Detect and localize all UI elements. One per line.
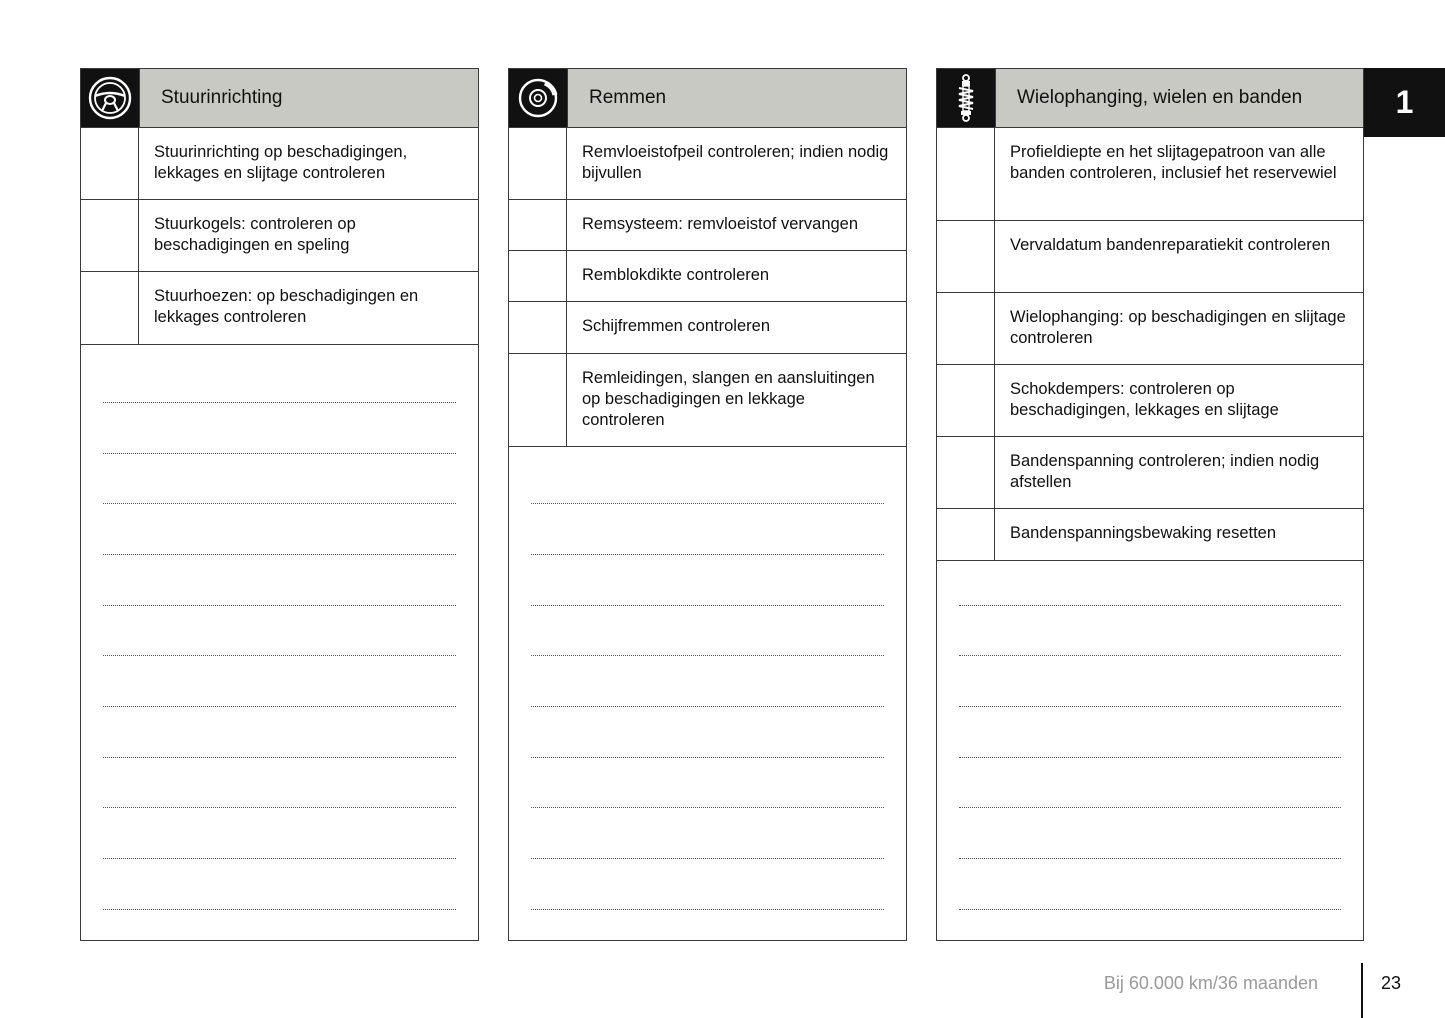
note-line[interactable] — [531, 909, 884, 910]
note-line[interactable] — [103, 757, 456, 758]
note-line[interactable] — [959, 807, 1341, 808]
check-box[interactable] — [81, 272, 139, 344]
checklist-row — [509, 354, 906, 447]
wheels-checklist-panel — [936, 68, 1364, 941]
steering-checklist-panel — [80, 68, 479, 941]
checklist-item: Profieldiepte en het slijtagepatroon van alle banden controleren, inclusief het reservewiel — [1010, 143, 1337, 182]
checklist-row — [937, 509, 1363, 561]
checklist-item: Vervaldatum bandenreparatiekit controleren — [1010, 236, 1331, 254]
note-line[interactable] — [959, 605, 1341, 606]
wheels-header — [937, 69, 1363, 128]
note-line[interactable] — [531, 757, 884, 758]
panel-title: Stuurinrichting — [139, 69, 478, 127]
checklist-row — [937, 128, 1363, 221]
checklist-row — [937, 437, 1363, 509]
brakes-checklist-panel — [508, 68, 907, 941]
check-box[interactable] — [937, 509, 995, 560]
brake-disc-icon — [509, 69, 567, 127]
note-line[interactable] — [959, 858, 1341, 859]
note-line[interactable] — [531, 807, 884, 808]
check-box[interactable] — [937, 293, 995, 364]
checklist-item: Schijfremmen controleren — [582, 317, 770, 335]
brakes-header — [509, 69, 906, 128]
check-box[interactable] — [509, 251, 567, 301]
check-box[interactable] — [81, 128, 139, 199]
checklist-row — [81, 128, 478, 200]
note-line[interactable] — [531, 605, 884, 606]
checklist-row — [509, 128, 906, 200]
note-line[interactable] — [959, 757, 1341, 758]
checklist-item: Bandenspanning controleren; indien nodig afstellen — [1010, 452, 1320, 491]
checklist-row — [509, 200, 906, 251]
note-line[interactable] — [959, 655, 1341, 656]
check-box[interactable] — [509, 128, 567, 199]
checklist-row — [937, 221, 1363, 293]
note-line[interactable] — [531, 706, 884, 707]
checklist-item: Remblokdikte controleren — [582, 266, 770, 284]
steering-wheel-icon — [81, 69, 139, 127]
note-line[interactable] — [103, 807, 456, 808]
note-line[interactable] — [103, 655, 456, 656]
check-box[interactable] — [937, 128, 995, 220]
checklist-row — [509, 251, 906, 302]
note-line[interactable] — [103, 858, 456, 859]
checklist-item: Remleidingen, slangen en aansluitingen op beschadigingen en lekkage controleren — [582, 369, 875, 429]
check-box[interactable] — [81, 200, 139, 271]
shock-absorber-icon — [937, 69, 995, 127]
checklist-item: Schokdempers: controleren op beschadigingen, lekkages en slijtage — [1010, 380, 1279, 419]
checklist-row — [81, 272, 478, 345]
note-line[interactable] — [103, 909, 456, 910]
checklist-row — [937, 293, 1363, 365]
checklist-item: Remsysteem: remvloeistof vervangen — [582, 215, 859, 233]
check-box[interactable] — [509, 354, 567, 446]
checklist-item: Remvloeistofpeil controleren; indien nodig bijvullen — [582, 143, 889, 182]
checklist-row — [937, 365, 1363, 437]
note-line[interactable] — [531, 554, 884, 555]
check-box[interactable] — [937, 437, 995, 508]
checklist-row — [509, 302, 906, 354]
checklist-item: Wielophanging: op beschadigingen en slijtage controleren — [1010, 308, 1346, 347]
note-line[interactable] — [103, 453, 456, 454]
check-box[interactable] — [937, 365, 995, 436]
checklist-item: Stuurkogels: controleren op beschadigingen en speling — [154, 215, 356, 254]
steering-header — [81, 69, 478, 128]
note-line[interactable] — [103, 402, 456, 403]
footer-divider — [1361, 963, 1363, 1018]
note-line[interactable] — [103, 706, 456, 707]
chapter-tab: 1 — [1364, 68, 1445, 137]
note-line[interactable] — [959, 909, 1341, 910]
note-line[interactable] — [103, 554, 456, 555]
note-line[interactable] — [103, 503, 456, 504]
check-box[interactable] — [937, 221, 995, 292]
panel-title: Wielophanging, wielen en banden — [995, 69, 1363, 127]
note-line[interactable] — [103, 605, 456, 606]
note-line[interactable] — [959, 706, 1341, 707]
footer-interval-label: Bij 60.000 km/36 maanden — [1103, 973, 1318, 993]
checklist-item: Stuurhoezen: op beschadigingen en lekkages controleren — [154, 287, 419, 326]
check-box[interactable] — [509, 200, 567, 250]
checklist-row — [81, 200, 478, 272]
checklist-item: Stuurinrichting op beschadigingen, lekkages en slijtage controleren — [154, 143, 408, 182]
note-line[interactable] — [531, 503, 884, 504]
page-number: 23 — [1381, 973, 1402, 993]
note-line[interactable] — [531, 858, 884, 859]
check-box[interactable] — [509, 302, 567, 353]
panel-title: Remmen — [567, 69, 906, 127]
checklist-item: Bandenspanningsbewaking resetten — [1010, 524, 1277, 542]
note-line[interactable] — [531, 655, 884, 656]
